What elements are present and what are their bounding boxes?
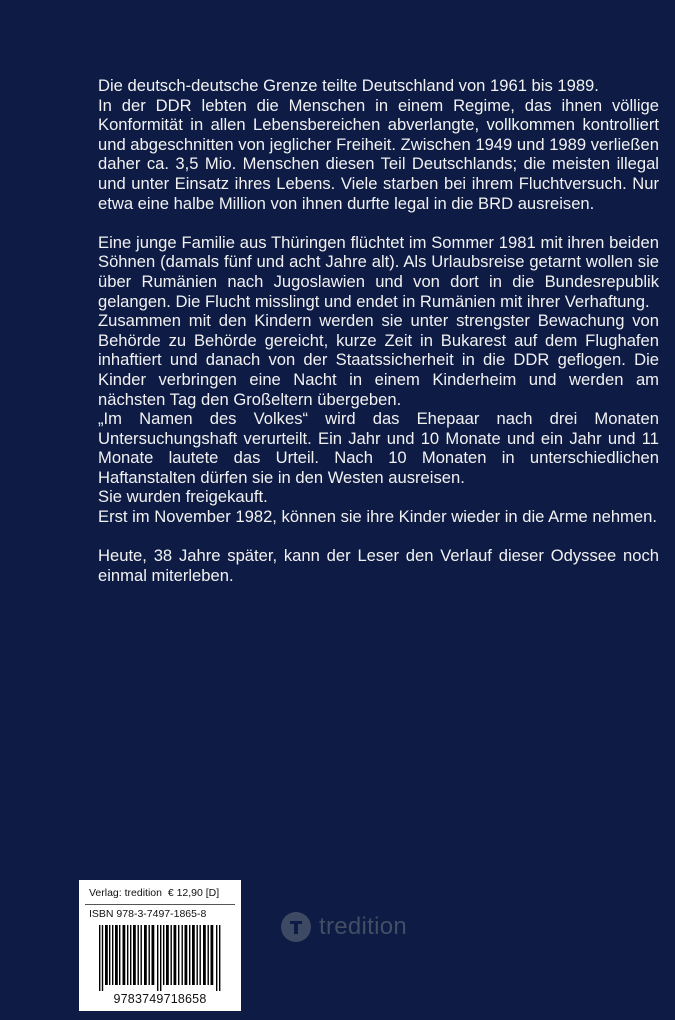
blurb-line: „Im Namen des Volkes“ wird das Ehepaar nach drei Monaten Untersuchungshaft verurteilt. Ein Jahr und 10 Monate und ein Jahr und 11 Monate lautete das Urteil. Nach 10 Monaten in unterschiedlichen Haftanstalten dürfen sie in den Westen ausreisen. xyxy=(98,409,659,487)
blurb-line: Sie wurden freigekauft. xyxy=(98,487,268,507)
logo-wordmark: tredition xyxy=(319,913,408,940)
blurb-line: Erst im November 1982, können sie ihre Kinder wieder in die Arme nehmen. xyxy=(98,507,657,527)
isbn-label: ISBN 978-3-7497-1865-8 xyxy=(89,908,207,920)
blurb-line: Die deutsch-deutsche Grenze teilte Deutschland von 1961 bis 1989. xyxy=(98,76,599,95)
blurb-paragraph-1 xyxy=(98,76,659,213)
barcode-digits: 9783749718658 xyxy=(113,992,207,1006)
blurb-line: Zusammen mit den Kindern werden sie unter strengster Bewachung von Behörde zu Behörde gereicht, kurze Zeit in Bukarest auf dem Flughafen inhaftiert und danach von der Staatssicherheit in die DDR geflogen. Die Kinder verbringen eine Nacht in einem Kinderheim und werden am nächsten Tag den Großeltern übergeben. xyxy=(98,311,659,409)
blurb-paragraph-3 xyxy=(98,546,659,585)
barcode-divider xyxy=(85,904,235,905)
blurb-text xyxy=(98,76,659,605)
blurb-paragraph-2 xyxy=(98,233,659,527)
blurb-line: Heute, 38 Jahre später, kann der Leser den Verlauf dieser Odyssee noch einmal miterleben. xyxy=(98,546,659,585)
barcode-icon xyxy=(99,925,221,991)
publisher-price-row xyxy=(89,887,219,899)
blurb-line: In der DDR lebten die Menschen in einem Regime, das ihnen völlige Konformität in allen Lebensbereichen abverlangte, vollkommen kontrolliert und abgeschnitten von jeglicher Freiheit. Zwischen 1949 und 1989 verließen daher ca. 3,5 Mio. Menschen diesen Teil Deutschlands; die meisten illegal und unter Einsatz ihres Lebens. Viele starben bei ihrem Fluchtversuch. Nur etwa eine halbe Million von ihnen durfte legal in die BRD ausreisen. xyxy=(98,95,659,213)
blurb-line: Eine junge Familie aus Thüringen flüchtet im Sommer 1981 mit ihren beiden Söhnen (damals fünf und acht Jahre alt). Als Urlaubsreise getarnt wollen sie über Rumänien nach Jugoslawien und von dort in die Bundesrepublik gelangen. Die Flucht misslingt und endet in Rumänien mit ihrer Verhaftung. xyxy=(98,232,659,311)
publisher-label: Verlag: tredition xyxy=(89,887,162,899)
barcode-box xyxy=(79,880,241,1011)
tredition-logo-icon xyxy=(281,912,311,942)
price-label: € 12,90 [D] xyxy=(167,887,220,899)
tredition-logo xyxy=(281,911,407,943)
